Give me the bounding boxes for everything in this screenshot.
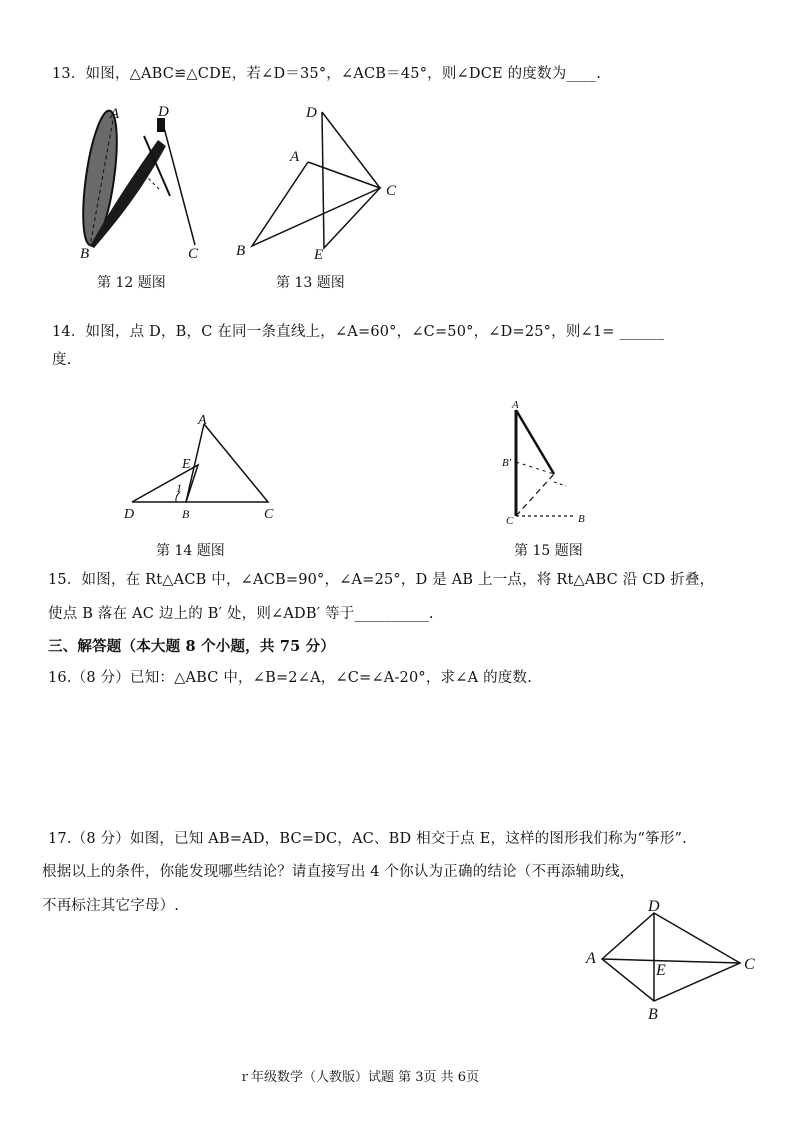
label-angle-1: 1 xyxy=(176,481,182,495)
label-a: A xyxy=(198,413,207,428)
label-d: D xyxy=(648,898,660,915)
triangle-dce xyxy=(322,112,380,248)
label-d: D xyxy=(124,507,135,522)
label-b: B xyxy=(182,507,190,521)
figure-13 xyxy=(230,100,410,265)
question-15-line1: 15．如图，在 Rt△ACB 中，∠ACB=90°，∠A=25°，D 是 AB 上一点，将 Rt△ABC 沿 CD 折叠， xyxy=(48,572,715,588)
caption-figure-12: 第 12 题图 xyxy=(97,275,166,291)
caption-figure-13: 第 13 题图 xyxy=(276,275,345,291)
label-b: B xyxy=(80,246,90,262)
label-c: C xyxy=(386,183,397,199)
question-16-text: 16.（8 分）已知：△ABC 中，∠B=2∠A，∠C=∠A-20°，求∠A 的度数. xyxy=(48,670,532,686)
line-dc xyxy=(162,120,195,245)
section-3-title: 三、解答题（本大题 8 个小题，共 75 分） xyxy=(48,638,336,655)
figure-14 xyxy=(118,410,288,525)
question-17-line1: 17.（8 分）如图，已知 AB=AD，BC=DC，AC、BD 相交于点 E，这样的图形我们称为“筝形”. xyxy=(48,831,687,847)
label-b: B xyxy=(236,243,246,259)
label-a: A xyxy=(512,399,519,411)
line-ad xyxy=(516,410,554,474)
label-c: C xyxy=(506,515,514,527)
question-17-line2: 根据以上的条件，你能发现哪些结论？请直接写出 4 个你认为正确的结论（不再添辅助线， xyxy=(42,864,635,880)
diagonal-ac xyxy=(602,959,740,963)
question-15-line2: 使点 B 落在 AC 边上的 B′ 处，则∠ADB′ 等于__________. xyxy=(48,606,434,622)
label-a: A xyxy=(586,950,596,967)
label-e: E xyxy=(314,247,324,263)
question-13-text: 13．如图，△ABC≌△CDE，若∠D＝35°，∠ACB＝45°，则∠DCE 的度数为____. xyxy=(52,66,602,82)
label-b: B xyxy=(578,513,585,525)
line-cd xyxy=(516,474,554,516)
figure-15 xyxy=(498,398,598,528)
caption-figure-14: 第 14 题图 xyxy=(156,543,225,559)
label-d: D xyxy=(158,104,169,120)
label-c: C xyxy=(744,956,755,973)
question-17-line3: 不再标注其它字母）. xyxy=(42,898,180,914)
tip-block xyxy=(157,118,165,132)
figure-12 xyxy=(70,100,220,265)
shaded-ellipse xyxy=(77,109,124,248)
label-c: C xyxy=(264,507,274,522)
label-a: A xyxy=(110,106,120,122)
label-e: E xyxy=(656,962,666,979)
label-d: D xyxy=(306,105,317,121)
kite-outline xyxy=(602,913,740,1001)
page-footer: ｒ年级数学（人教版）试题 第 3页 共 6页 xyxy=(238,1070,480,1085)
question-14-line1: 14．如图，点 D，B，C 在同一条直线上，∠A=60°，∠C=50°，∠D=25°，则∠1= ______ xyxy=(52,324,665,340)
label-b: B xyxy=(648,1006,658,1023)
label-b-prime: B' xyxy=(502,457,512,469)
triangle-acb xyxy=(252,162,380,246)
label-c: C xyxy=(188,246,199,262)
label-e: E xyxy=(182,457,191,472)
caption-figure-15: 第 15 题图 xyxy=(514,543,583,559)
fold-mark xyxy=(554,482,566,486)
question-14-line2: 度. xyxy=(52,352,72,368)
label-a: A xyxy=(290,149,300,165)
figure-17-kite xyxy=(580,893,770,1023)
triangle-abc xyxy=(186,424,268,502)
